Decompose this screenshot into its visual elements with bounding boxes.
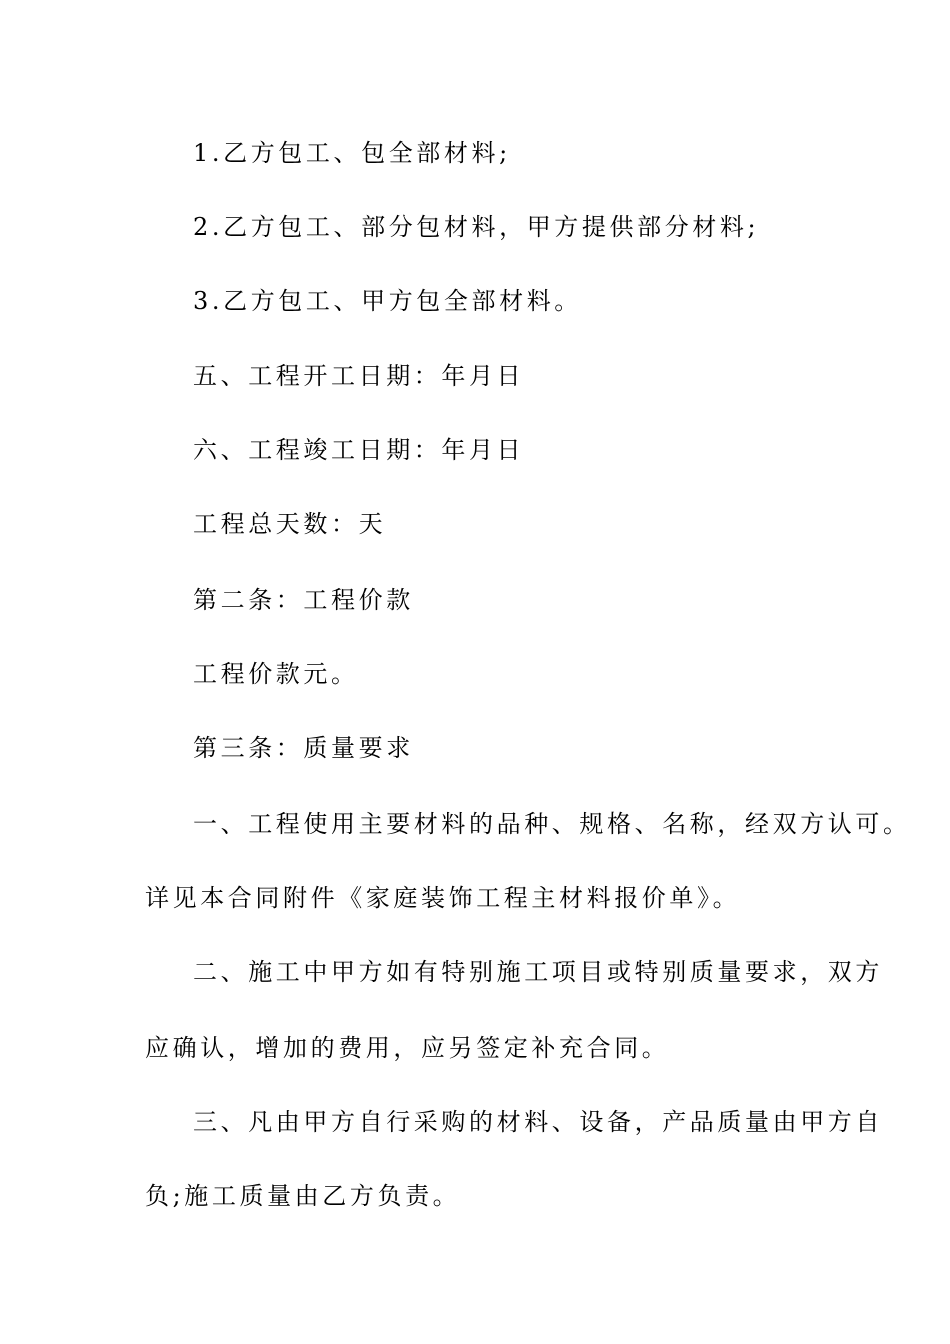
text-line-quality-item-1: 一、工程使用主要材料的品种、规格、名称，经双方认可。 (193, 810, 911, 838)
text-line-total-days: 工程总天数：天 (193, 510, 387, 538)
text-line-completion-date: 六、工程竣工日期：年月日 (193, 436, 525, 464)
text-line-quality-item-1-cont: 详见本合同附件《家庭装饰工程主材料报价单》。 (145, 884, 741, 912)
text-line-quality-item-2-cont: 应确认，增加的费用，应另签定补充合同。 (145, 1034, 670, 1062)
text-line-start-date: 五、工程开工日期：年月日 (193, 362, 525, 390)
text-line-contract-option-3: 3.乙方包工、甲方包全部材料。 (193, 287, 582, 315)
text-line-project-price: 工程价款元。 (193, 660, 359, 688)
text-line-quality-item-3: 三、凡由甲方自行采购的材料、设备，产品质量由甲方自 (193, 1108, 883, 1136)
text-line-quality-item-2: 二、施工中甲方如有特别施工项目或特别质量要求，双方 (193, 958, 883, 986)
text-line-contract-option-1: 1.乙方包工、包全部材料; (193, 139, 511, 167)
section-heading-article-3: 第三条：质量要求 (193, 734, 414, 762)
text-line-contract-option-2: 2.乙方包工、部分包材料，甲方提供部分材料; (193, 213, 760, 241)
text-line-quality-item-3-cont: 负;施工质量由乙方负责。 (145, 1182, 461, 1210)
section-heading-article-2: 第二条：工程价款 (193, 586, 414, 614)
